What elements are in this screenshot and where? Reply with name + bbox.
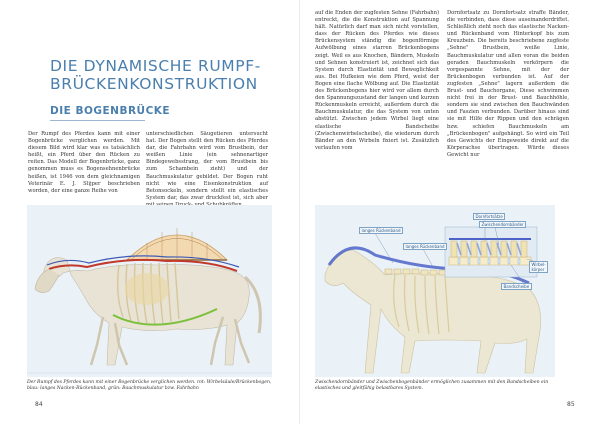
right-page xyxy=(300,0,600,424)
label-dornfortsaetze: Dornfortsätze xyxy=(473,213,505,220)
label-wirbelkoerper: Wirbel- körper xyxy=(529,261,548,273)
body-text: auf die Enden der zugfesten Sehne (Fahrbahn) entreckt, die die Konstruktion auf Spannung hält. Natürlich darf man sich nicht vorstellen, dass der Rücken des Pferdes wie dieses Brückensystem ständig die bogenförmige Aufwölbung eines starren Brückenbogens zeigt. Weil es aus Knochen, Bändern, Muskeln und Sehnen konstruiert ist, zeichnet sich das System durch Elastizität und Beweglichkeit aus. Bei Hufkeien wie dem Pferd, weist der Bogen eine flache Wölbung auf. Die Elastizität des Brückenbogens hier wird vor allem durch den Spannungszustand der langen und kurzen Rückenmuskeln erreicht, außerdem durch die Bauchmuskulatur, die das System von unten abstützt. Zwischen jedem Wirbel liegt eine elastische Bandscheibe (Zwischenwirbelscheibe), die wiederum durch Bänder an den Wirbeln fixiert ist. Zusätzlich verlaufen vom xyxy=(315,10,439,151)
page-number: 85 xyxy=(567,401,575,408)
body-column-4 xyxy=(447,10,569,160)
section-subtitle: DIE BOGENBRÜCKE xyxy=(50,105,171,117)
body-column-3 xyxy=(315,10,439,153)
figure-caption: Zwischendornbänder und Zwischenbogenbänder ermöglichen zusammen mit den Bandscheiben ein elastisches und gleitfähig belastbares System. xyxy=(315,380,549,392)
label-langes-rueckenband: langes Rückenband xyxy=(359,227,403,234)
horse-skeleton-figure xyxy=(27,205,272,377)
page-number: 84 xyxy=(35,401,43,408)
spine-ligament-figure xyxy=(315,205,555,377)
body-text: Dornfortsatz zu Dornfortsatz straffe Bänder, die verbinden, dass diese auseinanderdriftet. Schließlich zieht noch das elastische Nacken- und Rückenband vom Hinterkopf bis zum Kreuzbein. Die bereits beschriebene zugfeste „Sehne" Brustbein, weiße Linie, Bauchmuskulatur und allen voran die beiden geraden Bauchmuskeln verkörpern die vorgespannte Sehne, mit der der Brückenbogen verbunden ist. Auf der zugfesten „Sehne" lagern außerdem die Brust- und Bauchorgane, Diese schwimmen nicht frei in der Brust- und Bauchhöhle, sondern sie sind zwischen den Bauchwänden und Faszien verbunden. Darüber hinaus sind sie mit Hilfe der Rippen und den schrägen bzw. schiefen Bauchmuskeln am „Brückenbogen" aufgehängt. So wird ein Teil des Gewichts der Eingeweide direkt auf die Körperachse übertragen. Würde dieses Gewicht nur xyxy=(447,10,569,158)
subtitle-rule xyxy=(50,120,145,121)
body-text: Der Rumpf des Pferdes kann mit einer Bogenbrücke verglichen werden. Mit diesem Bild wird klar was es tatsächlich heißt, ein Pferd über den Rücken zu reiten. Das Modell der Bogenbrücke, ganz genommen muss es Bogensehnenbrücke heißen, ist 1946 von dem gleichnamigen Veterinär E. J. Slijper beschrieben worden, der eine ganze Reihe von xyxy=(28,131,140,194)
label-langes-rueckenband-2: langes Rückenband xyxy=(403,243,447,250)
body-column-2 xyxy=(146,131,268,210)
spine-ligament-illustration xyxy=(315,205,555,377)
body-column-1 xyxy=(28,131,140,196)
figure-caption: Der Rumpf des Pferdes kann mit einer Bogenbrücke verglichen werden. rot: Wirbelsäule/Brückenbogen, blau: langes Nacken-Rückenband, grün: Bauchmuskulatur bzw. Fahrbahn xyxy=(27,380,272,392)
label-zwischendornbaender: Zwischendornbänder xyxy=(479,221,526,228)
label-bandscheibe: Bandscheibe xyxy=(501,283,532,290)
horse-bow-bridge-illustration xyxy=(27,205,272,377)
body-text: unterschiedlichen Säugetieren untersucht hat. Der Bogen stellt den Rücken des Pferdes dar, die Fahrbahn wird vom Brustbein, der weißen Linie (ein sehnenartiger Bindegewebsstrang, der vom Brustbein bis zum Schambein zieht) und der Bauchmuskulatur gebildet. Der Bogen ruht nicht wie eine Eisenkonstruktion auf Betonsockeln, sondern stellt ein elastisches System dar, das zwar druckfest ist, sich aber xyxy=(146,131,268,201)
page-title: DIE DYNAMISCHE RUMPF-BRÜCKENKONSTRUKTION xyxy=(50,57,261,93)
